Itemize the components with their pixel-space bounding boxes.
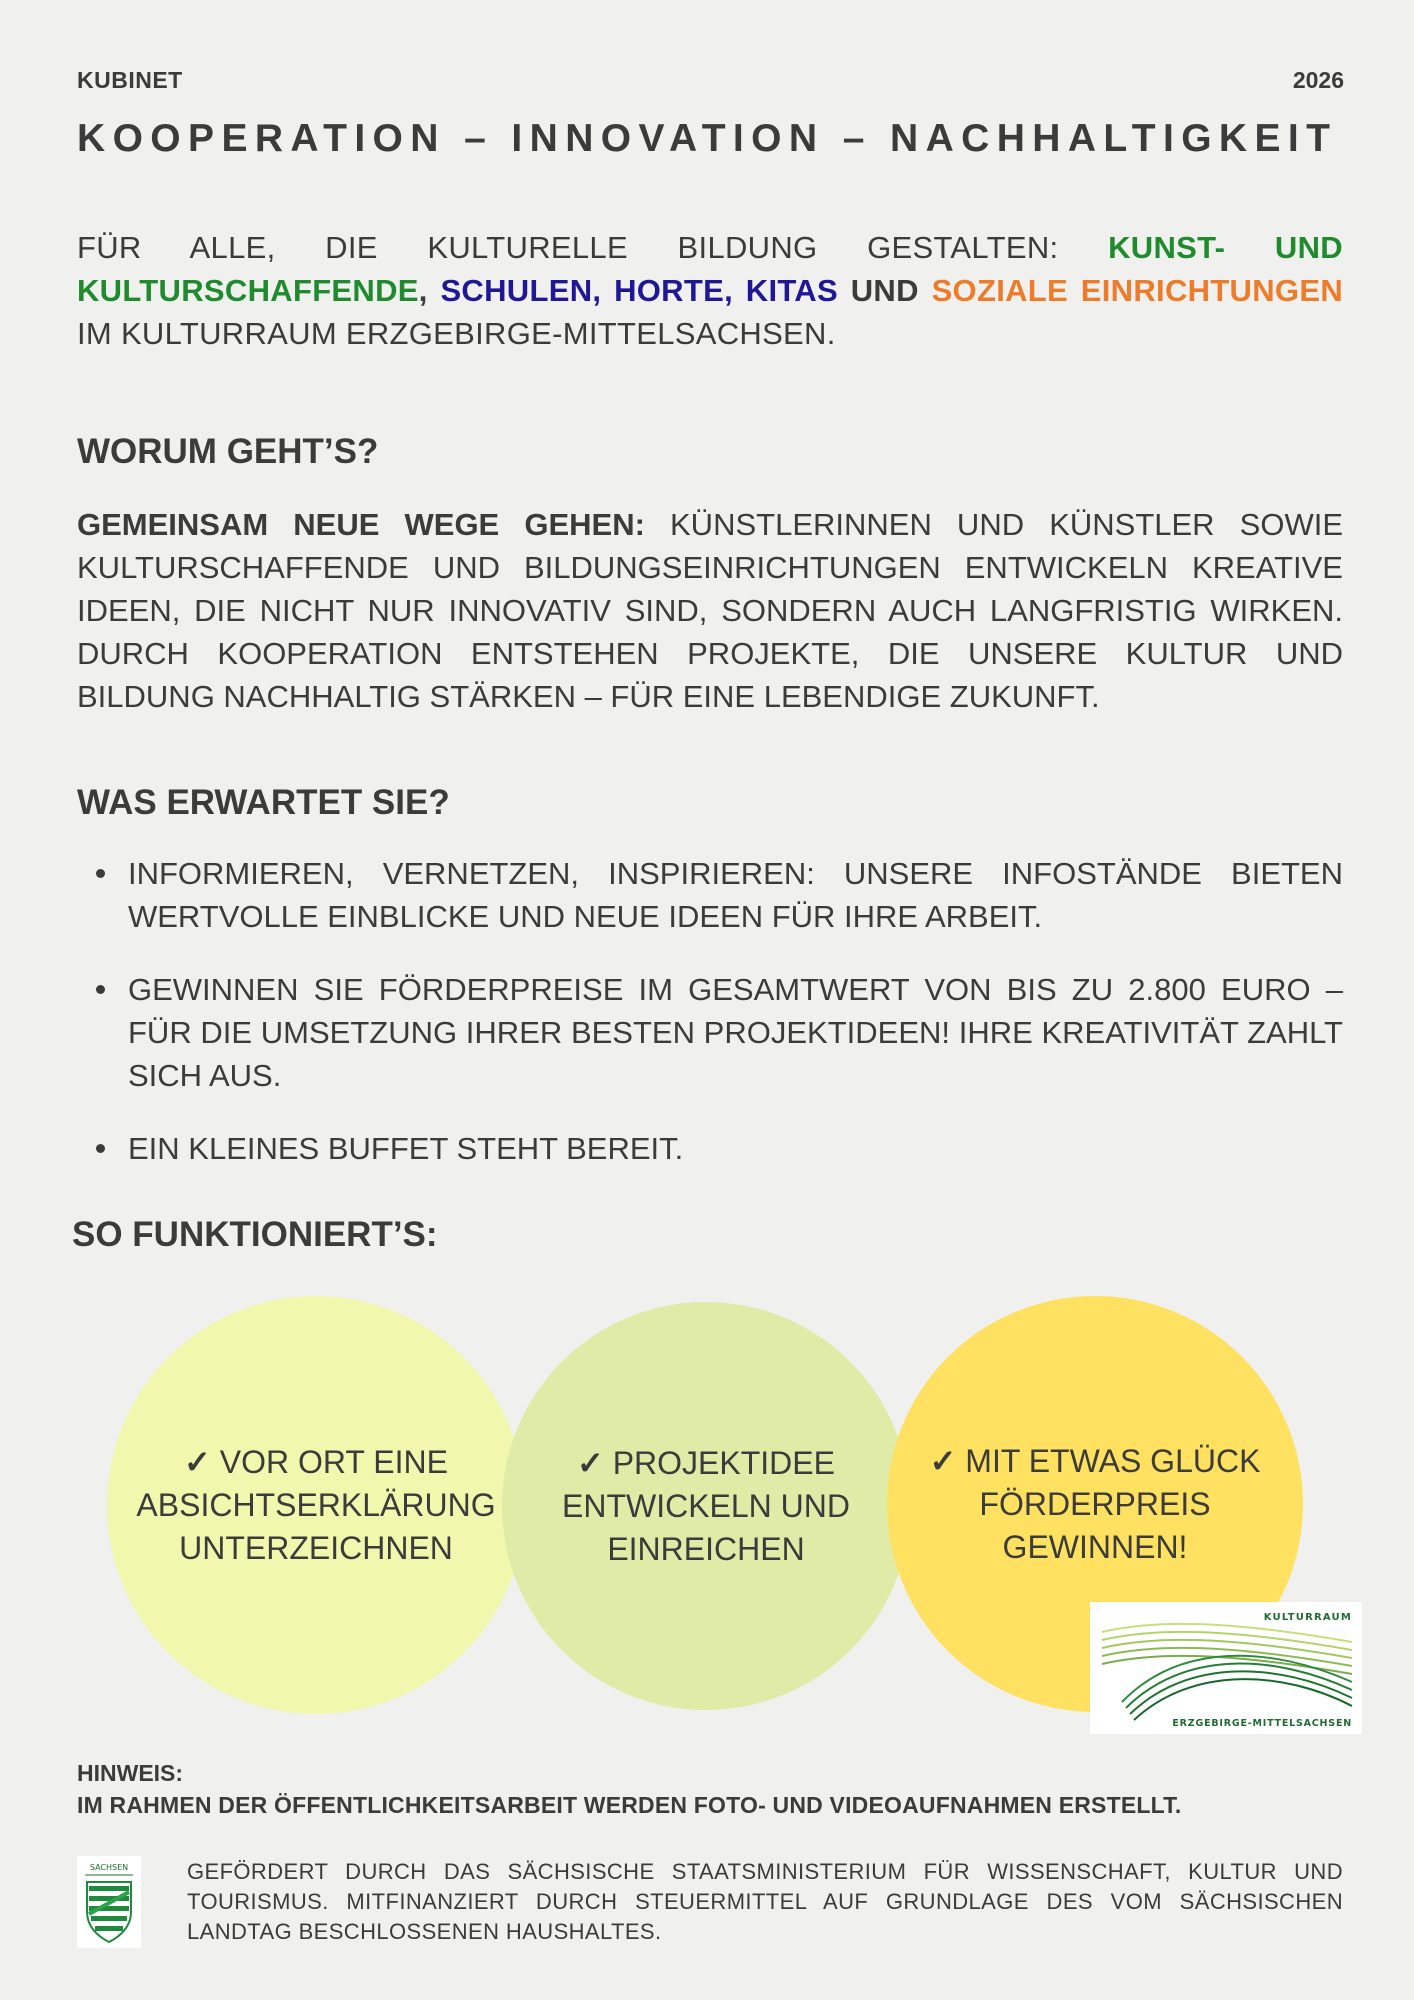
sachsen-seal-icon: [77, 1856, 141, 1948]
intro-tail: IM KULTURRAUM ERZGEBIRGE-MITTELSACHSEN.: [77, 316, 836, 351]
kulturraum-logo-icon: [1090, 1602, 1362, 1734]
step-3-line-3: GEWINNEN!: [1002, 1528, 1188, 1565]
intro-sep-1: ,: [418, 273, 441, 308]
intro-group-artists: KUNST- UND KULTURSCHAFFENDE: [77, 230, 1343, 308]
seal-label: SACHSEN: [89, 1863, 129, 1872]
step-1-line-2: ABSICHTSERKLÄRUNG: [136, 1486, 496, 1523]
list-item: [77, 852, 1343, 938]
kulturraum-logo: [1090, 1602, 1362, 1734]
notice-text: IM RAHMEN DER ÖFFENTLICHKEITSARBEIT WERDEN FOTO- UND VIDEOAUFNAHMEN ERSTELLT.: [77, 1792, 1182, 1818]
expectations-list: [77, 852, 1343, 1200]
intro-group-schools: SCHULEN, HORTE, KITAS: [440, 273, 838, 308]
list-item: [77, 968, 1343, 1097]
step-3-line-2: FÖRDERPREIS: [979, 1485, 1211, 1522]
list-item-text: INFORMIEREN, VERNETZEN, INSPIRIEREN: UNSERE INFOSTÄNDE BIETEN WERTVOLLE EINBLICKE UND NEUE IDEEN FÜR IHRE ARBEIT.: [128, 856, 1343, 934]
step-1-line-1: VOR ORT EINE: [219, 1443, 448, 1480]
step-circle-2: [502, 1302, 910, 1710]
intro-group-social: SOZIALE EINRICHTUNGEN: [931, 273, 1344, 308]
section-heading-so: SO FUNKTIONIERT’S:: [72, 1215, 438, 1254]
check-icon: ✓: [184, 1443, 211, 1480]
page-title: KOOPERATION – INNOVATION – NACHHALTIGKEIT: [77, 117, 1338, 160]
year: 2026: [1292, 67, 1344, 93]
funding-note: GEFÖRDERT DURCH DAS SÄCHSISCHE STAATSMINISTERIUM FÜR WISSENSCHAFT, KULTUR UND TOURISMUS. MITFINANZIERT DURCH STEUERMITTEL AUF GRUNDLAGE DES VOM SÄCHSISCHEN LANDTAG BESCHLOSSENEN HAUSHALTES.: [187, 1859, 1343, 1944]
section-body-text: KÜNSTLERINNEN UND KÜNSTLER SOWIE KULTURSCHAFFENDE UND BILDUNGSEINRICHTUNGEN ENTWICKELN KREATIVE IDEEN, DIE NICHT NUR INNOVATIV SIND, SONDERN AUCH LANGFRISTIG WIRKEN. DURCH KOOPERATION ENTSTEHEN PROJEKTE, DIE UNSERE KULTUR UND BILDUNG NACHHALTIG STÄRKEN – FÜR EINE LEBENDIGE ZUKUNFT.: [77, 507, 1344, 714]
bullet-icon: [96, 985, 105, 994]
section-body-worum: [77, 503, 1343, 718]
intro-paragraph: [77, 226, 1343, 355]
section-body-lead: GEMEINSAM NEUE WEGE GEHEN:: [77, 507, 645, 542]
step-circle-1: [107, 1296, 525, 1714]
logo-top-text: KULTURRAUM: [1263, 1612, 1352, 1623]
bullet-icon: [96, 1144, 105, 1153]
step-2-line-1: PROJEKTIDEE: [612, 1444, 835, 1481]
section-heading-was: WAS ERWARTET SIE?: [77, 783, 450, 822]
step-2-line-2: ENTWICKELN UND: [561, 1487, 850, 1524]
intro-lead: FÜR ALLE, DIE KULTURELLE BILDUNG GESTALTEN:: [77, 230, 1109, 265]
step-2-line-3: EINREICHEN: [607, 1530, 805, 1567]
section-heading-worum: WORUM GEHT’S?: [77, 432, 379, 471]
notice-label: HINWEIS:: [77, 1760, 184, 1786]
list-item-text: GEWINNEN SIE FÖRDERPREISE IM GESAMTWERT VON BIS ZU 2.800 EURO – FÜR DIE UMSETZUNG IHRER BESTEN PROJEKTIDEEN! IHRE KREATIVITÄT ZAHLT SICH AUS.: [128, 972, 1343, 1093]
check-icon: ✓: [929, 1442, 957, 1479]
step-3-line-1: MIT ETWAS GLÜCK: [965, 1442, 1261, 1479]
list-item: [77, 1127, 1343, 1170]
intro-sep-2: UND: [837, 273, 932, 308]
step-1-line-3: UNTERZEICHNEN: [179, 1529, 453, 1566]
logo-bottom-text: ERZGEBIRGE-MITTELSACHSEN: [1172, 1718, 1352, 1729]
org-name: KUBINET: [77, 67, 183, 93]
list-item-text: EIN KLEINES BUFFET STEHT BEREIT.: [128, 1131, 684, 1166]
check-icon: ✓: [577, 1444, 604, 1481]
sachsen-seal: [77, 1856, 141, 1948]
bullet-icon: [96, 869, 105, 878]
